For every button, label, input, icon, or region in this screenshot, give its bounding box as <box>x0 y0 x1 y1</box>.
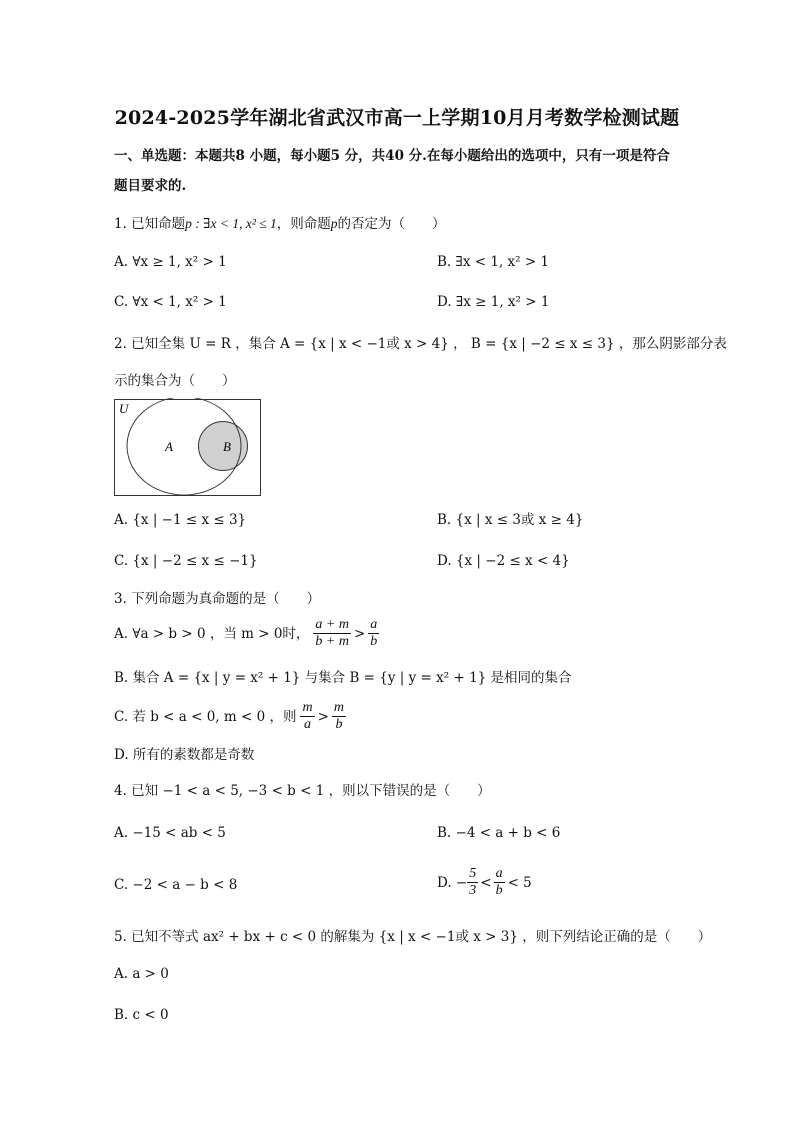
q1-stem-mid: ，则命题 <box>276 216 331 232</box>
q3-c-frac1-den: a <box>304 717 312 732</box>
q3-a-frac2-num: a <box>370 617 378 632</box>
q3-c-frac1-num: m <box>302 700 313 715</box>
q3-stem: 3. 下列命题为真命题的是（ ） <box>114 591 321 607</box>
q4-option-d-fraction-1 <box>467 866 478 899</box>
q3-c-frac2-num: m <box>333 700 345 715</box>
q3-a-frac1-num: a + m <box>315 617 349 632</box>
q4-d-suffix: < 5 <box>507 874 532 891</box>
q1-stem-suffix: 的否定为（ ） <box>337 216 446 232</box>
q4-d-lt: < <box>480 874 492 891</box>
q4-d-frac2-den: b <box>495 883 503 898</box>
q2-option-d: D. {x | −2 ≤ x < 4} <box>437 553 570 569</box>
q1-stem-math: p : ∃x < 1, x² ≤ 1 <box>185 216 277 231</box>
q3-option-a-fraction-1 <box>313 617 351 650</box>
q4-option-a: A. −15 < ab < 5 <box>114 825 226 841</box>
q2-option-c: C. {x | −2 ≤ x ≤ −1} <box>114 553 258 569</box>
q4-d-frac2-num: a <box>495 866 503 881</box>
q3-option-a-fraction-2 <box>368 617 379 650</box>
q4-option-d-fraction-2 <box>494 866 505 899</box>
q4-option-b: B. −4 < a + b < 6 <box>437 825 561 841</box>
venn-label-b: B <box>223 439 231 454</box>
q3-option-c <box>114 700 346 733</box>
q5-stem: 5. 已知不等式 ax² + bx + c < 0 的解集为 {x | x < −1或 x > 3} ，则下列结论正确的是（ ） <box>114 929 712 945</box>
section-heading-line1: 一、单选题：本题共8 小题，每小题5 分，共40 分.在每小题给出的选项中，只有一项是符合 <box>114 148 670 164</box>
q3-c-gt: > <box>317 708 329 725</box>
q4-stem: 4. 已知 −1 < a < 5, −3 < b < 1 ，则以下错误的是（ ） <box>114 783 491 799</box>
q2-option-b: B. {x | x ≤ 3或 x ≥ 4} <box>437 512 584 528</box>
q3-option-c-fraction-2 <box>332 700 346 733</box>
q3-option-b: B. 集合 A = {x | y = x² + 1} 与集合 B = {y | y = x² + 1} 是相同的集合 <box>114 670 572 686</box>
q1-stem-prefix: 1. 已知命题 <box>114 216 186 232</box>
q1-stem <box>114 215 446 233</box>
q3-option-d: D. 所有的素数都是奇数 <box>114 747 255 763</box>
q3-option-a <box>114 617 379 650</box>
venn-diagram <box>113 398 263 498</box>
venn-label-a: A <box>165 439 173 454</box>
q4-d-frac1-den: 3 <box>469 883 477 898</box>
venn-label-u: U <box>119 401 129 416</box>
q1-stem-p: p <box>330 216 338 231</box>
q5-option-a: A. a > 0 <box>114 966 169 982</box>
q1-option-d: D. ∃x ≥ 1, x² > 1 <box>437 294 550 310</box>
q4-d-frac1-num: 5 <box>469 866 477 881</box>
q4-option-c: C. −2 < a − b < 8 <box>114 877 238 893</box>
q3-a-frac1-den: b + m <box>315 634 349 649</box>
q3-option-c-prefix: C. 若 b < a < 0, m < 0 ，则 <box>114 708 297 725</box>
q1-option-c: C. ∀x < 1, x² > 1 <box>114 294 227 310</box>
q4-option-d <box>437 866 532 899</box>
q3-a-frac2-den: b <box>370 634 378 649</box>
q2-stem-line2: 示的集合为（ ） <box>114 373 236 389</box>
q3-a-gt: > <box>353 625 366 642</box>
q2-stem-line1: 2. 已知全集 U = R ，集合 A = {x | x < −1或 x > 4} ， B = {x | −2 ≤ x ≤ 3} ，那么阴影部分表 <box>114 336 727 352</box>
q1-option-a: A. ∀x ≥ 1, x² > 1 <box>114 254 227 270</box>
q5-option-b: B. c < 0 <box>114 1007 169 1023</box>
q1-option-b: B. ∃x < 1, x² > 1 <box>437 254 550 270</box>
q3-option-c-fraction-1 <box>300 700 314 733</box>
document-title: 2024-2025学年湖北省武汉市高一上学期10月月考数学检测试题 <box>114 107 680 129</box>
q4-option-d-prefix: D. − <box>437 874 468 891</box>
q3-option-a-prefix: A. ∀a > b > 0 ，当 m > 0时， <box>114 625 310 642</box>
q2-option-a: A. {x | −1 ≤ x ≤ 3} <box>114 512 247 528</box>
q3-c-frac2-den: b <box>335 717 343 732</box>
section-heading-line2: 题目要求的. <box>114 178 187 194</box>
